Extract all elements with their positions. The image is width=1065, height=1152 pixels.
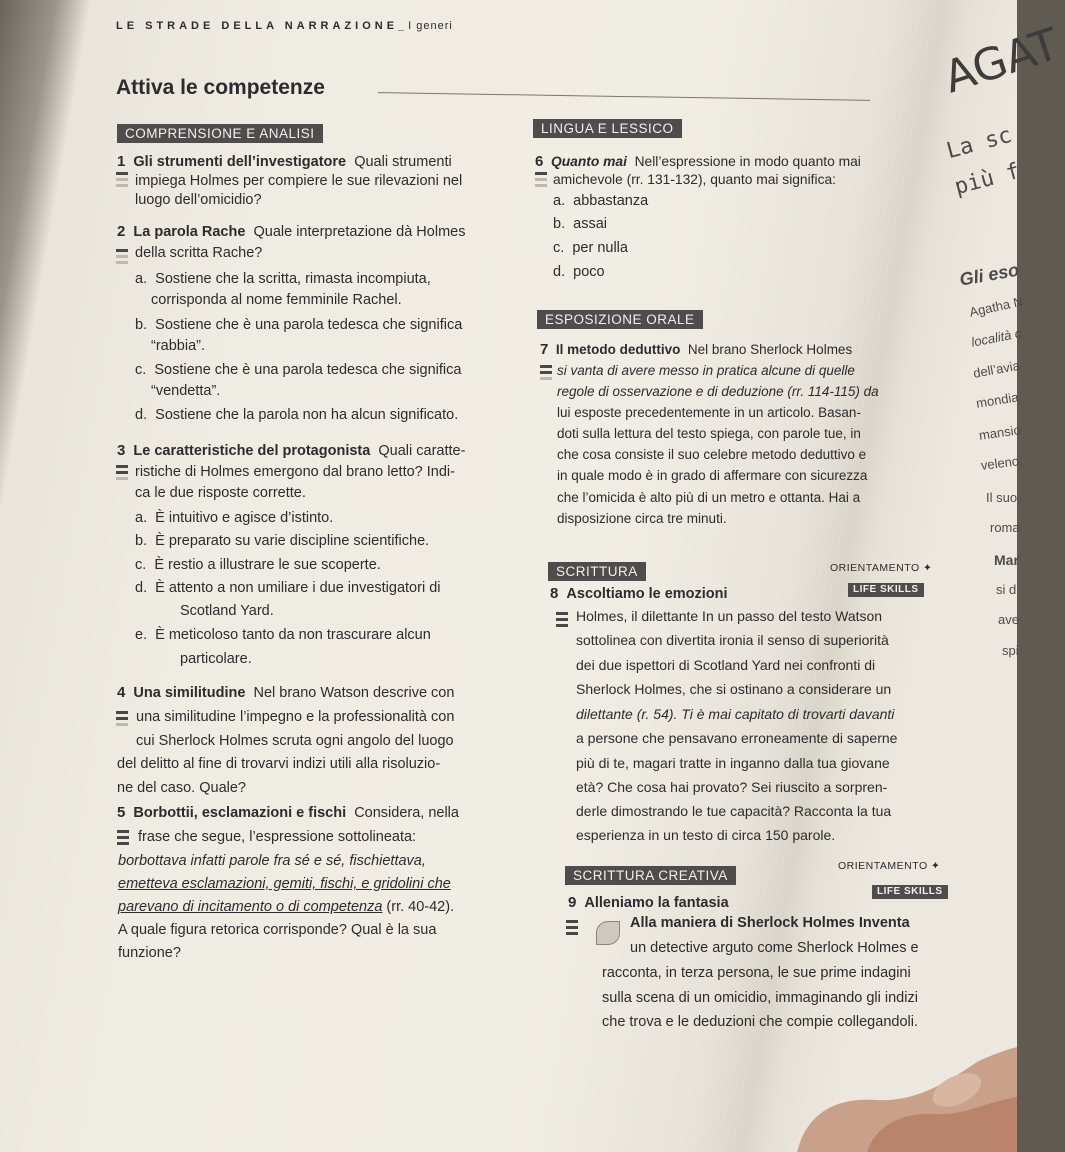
sidebar-word: Agatha N [968,293,1025,320]
difficulty-icon [535,172,547,190]
sidebar-word: si d [996,582,1017,597]
q9-line4: sulla scena di un omicidio, immaginando gli indizi [602,990,918,1006]
section-comprensione: COMPRENSIONE E ANALISI [117,124,323,143]
section-orale: ESPOSIZIONE ORALE [537,310,703,329]
q4-line3: cui Sherlock Holmes scruta ogni angolo del luogo [136,733,454,749]
sidebar-word: località c [970,325,1023,350]
q2-option-c: c. Sostiene che è una parola tedesca che significa [135,362,462,378]
q3-line1: 3 Le caratteristiche del protagonista Quali caratte- [117,442,466,459]
q8-line0: 8 Ascoltiamo le emozioni [550,585,728,602]
q6-line1: 6 Quanto mai Nell’espressione in modo quanto mai [535,153,861,170]
q2-line1: 2 La parola Rache Quale interpretazione dà Holmes [117,223,466,240]
q8-line1: Holmes, il dilettante In un passo del testo Watson [576,608,883,624]
q8-line10: esperienza in un testo di circa 150 parole. [576,827,836,843]
q5-quote-line2: emetteva esclamazioni, gemiti, fischi, e gridolini che [118,876,451,892]
q6-option-c: c. per nulla [553,240,628,256]
q3-option-d-cont: Scotland Yard. [180,603,274,619]
sidebar-word: spi [1002,643,1019,658]
q8-line5: dilettante (r. 54). Ti è mai capitato di trovarti davanti [576,706,895,722]
q4-line4: del delitto al fine di trovarvi indizi utili alla risoluzio- [117,756,441,772]
section-creativa: SCRITTURA CREATIVA [565,866,736,885]
title-rule [378,92,870,101]
leaf-icon [596,921,620,945]
q9-line3: racconta, in terza persona, le sue prime indagini [602,965,911,981]
q9-line2: un detective arguto come Sherlock Holmes e [630,940,919,956]
sidebar-word: ave [998,612,1019,627]
q6-option-b: b. assai [553,216,608,232]
life-skills-badge: LIFE SKILLS [848,583,924,597]
q7-line8: che l’omicida è alto più di un metro e ottanta. Hai a [557,490,861,505]
q7-line5: doti sulla lettura del testo spiega, con parole tue, in [557,426,861,441]
q7-line7: in quale modo è in grado di affermare con sicurezza [557,468,868,483]
q2-option-a: a. Sostiene che la scritta, rimasta incompiuta, [135,271,431,287]
difficulty-icon [540,365,552,383]
q7-line2: si vanta di avere messo in pratica alcune di quelle [557,363,855,378]
section-scrittura: SCRITTURA [548,562,646,581]
q5-line2: frase che segue, l’espressione sottolineata: [138,829,417,845]
q8-line9: derle dimostrando le tue capacità? Racconta la tua [576,803,892,819]
q8-line2: sottolinea con divertita ironia il senso di superiorità [576,632,889,648]
q5-quote-line3: parevano di incitamento o di competenza (rr. 40-42). [118,899,455,915]
q2-line2: della scritta Rache? [135,245,263,261]
difficulty-icon [116,172,128,190]
q9-line5: che trova e le deduzioni che compie collegandoli. [602,1014,918,1030]
sidebar-word: roma [990,520,1020,535]
orientamento-label: ORIENTAMENTO ✦ [838,860,941,872]
q6-option-d: d. poco [553,264,605,280]
q3-line2: ristiche di Holmes emergono dal brano letto? Indi- [135,464,455,480]
q7-line4: lui esposte precedentemente in un articolo. Basan- [557,405,861,420]
sidebar-word: mansio [978,422,1022,443]
q3-option-b: b. È preparato su varie discipline scientifiche. [135,533,430,549]
q8-line8: età? Che cosa hai provato? Sei riuscito a sorpren- [576,779,888,795]
q5-after-line2: funzione? [118,945,181,961]
q5-line1: 5 Borbottii, esclamazioni e fischi Considera, nella [117,804,459,821]
sidebar-big-title: AGAT [938,18,1065,104]
q8-line4: Sherlock Holmes, che si ostinano a considerare un [576,681,892,697]
q7-line1: 7 Il metodo deduttivo Nel brano Sherlock Holmes [540,341,853,358]
q1-line1: 1 Gli strumenti dell’investigatore Quali strumenti [117,153,452,170]
sidebar-word: mondia [975,389,1020,411]
q5-after-line1: A quale figura retorica corrisponde? Qual è la sua [118,922,437,938]
hand-photo [717,1042,1017,1152]
q4-line1: 4 Una similitudine Nel brano Watson descrive con [117,684,455,701]
orientamento-label: ORIENTAMENTO ✦ [830,562,933,574]
q2-option-b: b. Sostiene che è una parola tedesca che significa [135,317,463,333]
q1-line2: impiega Holmes per compiere le sue rilevazioni nel [135,173,463,189]
q9-line1: Alla maniera di Sherlock Holmes Inventa [630,915,910,931]
q2-option-b-cont: “rabbia”. [151,338,205,354]
q3-option-e-cont: particolare. [180,651,252,667]
q2-option-c-cont: “vendetta”. [151,383,221,399]
q8-line6: a persone che pensavano erroneamente di saperne [576,730,898,746]
difficulty-icon [566,920,578,938]
orientamento-icon: ✦ [931,860,941,872]
running-header: LE STRADE DELLA NARRAZIONE_I generi [116,20,453,32]
q7-line3: regole di osservazione e di deduzione (rr. 114-115) da [557,384,879,399]
q3-option-e: e. È meticoloso tanto da non trascurare alcun [135,627,431,643]
q3-option-a: a. È intuitivo e agisce d’istinto. [135,510,334,526]
sidebar-word: dell’avia [972,357,1021,381]
sidebar-subtitle-1: La sc [944,122,1015,165]
q7-line6: che cosa consiste il suo celebre metodo deduttivo e [557,447,867,462]
q6-line2: amichevole (rr. 131-132), quanto mai significa: [553,172,836,187]
q3-option-c: c. È restio a illustrare le sue scoperte. [135,557,381,573]
difficulty-icon [556,612,568,630]
q9-line0: 9 Alleniamo la fantasia [568,894,729,911]
q3-option-d: d. È attento a non umiliare i due investigatori di [135,580,441,596]
life-skills-badge: LIFE SKILLS [872,885,948,899]
q5-quote-line1: borbottava infatti parole fra sé e sé, fischiettava, [118,853,426,869]
q4-line2: una similitudine l’impegno e la professionalità con [136,709,455,725]
q3-line3: ca le due risposte corrette. [135,485,306,501]
sidebar-word: veleno [980,453,1020,473]
difficulty-icon [116,711,128,729]
q8-line3: dei due ispettori di Scotland Yard nei confronti di [576,657,876,673]
q4-line5: ne del caso. Quale? [117,780,246,796]
page-title: Attiva le competenze [116,76,325,99]
q2-option-d: d. Sostiene che la parola non ha alcun significato. [135,407,459,423]
difficulty-icon [116,249,128,267]
q1-line3: luogo dell’omicidio? [135,192,262,208]
q8-line7: più di te, magari tratte in inganno dalla tua giovane [576,755,890,771]
q6-option-a: a. abbastanza [553,193,649,209]
sidebar-heading: Gli eso [958,259,1021,290]
q7-line9: disposizione circa tre minuti. [557,511,727,526]
section-lessico: LINGUA E LESSICO [533,119,682,138]
sidebar-word: Il suo [986,490,1018,505]
sidebar-subtitle-2: più f [952,158,1023,201]
sidebar-word: Mar [994,552,1019,568]
orientamento-icon: ✦ [923,562,933,574]
difficulty-icon [117,830,129,848]
difficulty-icon [116,465,128,483]
q2-option-a-cont: corrisponda al nome femminile Rachel. [151,292,402,308]
